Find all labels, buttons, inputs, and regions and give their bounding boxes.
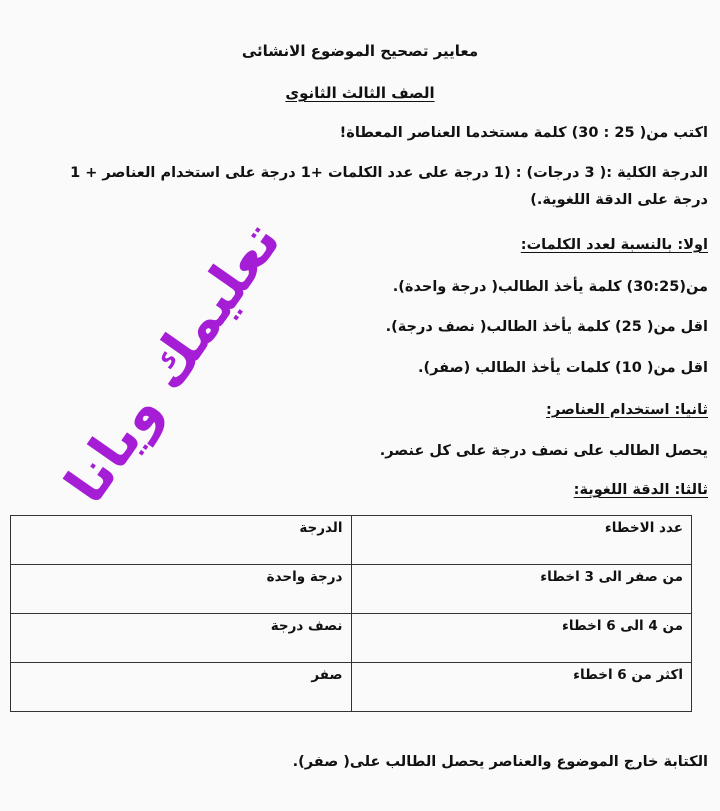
table-cell: درجة واحدة (11, 565, 352, 614)
document-title: معايير تصحيح الموضوع الانشائى (241, 42, 479, 60)
watermark: تعليمك ويانا (52, 210, 294, 515)
section2-text: يحصل الطالب على نصف درجة على كل عنصر. (379, 443, 708, 459)
footer-note: الكتابة خارج الموضوع والعناصر يحصل الطالب على( صفر). (292, 754, 708, 770)
section1-item: اقل من( 25) كلمة يأخذ الطالب( نصف درجة). (385, 319, 708, 335)
section2-heading: ثانيا: استخدام العناصر: (546, 402, 708, 418)
section1-item: اقل من( 10) كلمات يأخذ الطالب (صفر). (418, 360, 708, 376)
table-row (11, 663, 692, 712)
table-cell: صفر (11, 663, 352, 712)
document-subtitle: الصف الثالث الثانوى (285, 84, 435, 102)
table-cell: من صفر الى 3 اخطاء (351, 565, 692, 614)
table-cell: من 4 الى 6 اخطاء (351, 614, 692, 663)
table-row (11, 614, 692, 663)
table-header-row (11, 516, 692, 565)
table-row (11, 565, 692, 614)
section3-heading: ثالثا: الدقة اللغوية: (573, 482, 708, 498)
table-cell: اكثر من 6 اخطاء (351, 663, 692, 712)
total-grade-text: الدرجة الكلية :( 3 درجات) : (1 درجة على عدد الكلمات +1 درجة على استخدام العناصر + 1 درجة على الدقة اللغوية.) (70, 165, 708, 208)
instruction-text: اكتب من( 25 : 30) كلمة مستخدما العناصر المعطاة! (339, 125, 708, 141)
language-accuracy-table (10, 515, 692, 712)
section1-item: من(30:25) كلمة يأخذ الطالب( درجة واحدة). (392, 279, 708, 295)
table-cell: نصف درجة (11, 614, 352, 663)
section1-heading: اولا: بالنسبة لعدد الكلمات: (520, 237, 708, 253)
table-header-cell: الدرجة (11, 516, 352, 565)
table-header-cell: عدد الاخطاء (351, 516, 692, 565)
